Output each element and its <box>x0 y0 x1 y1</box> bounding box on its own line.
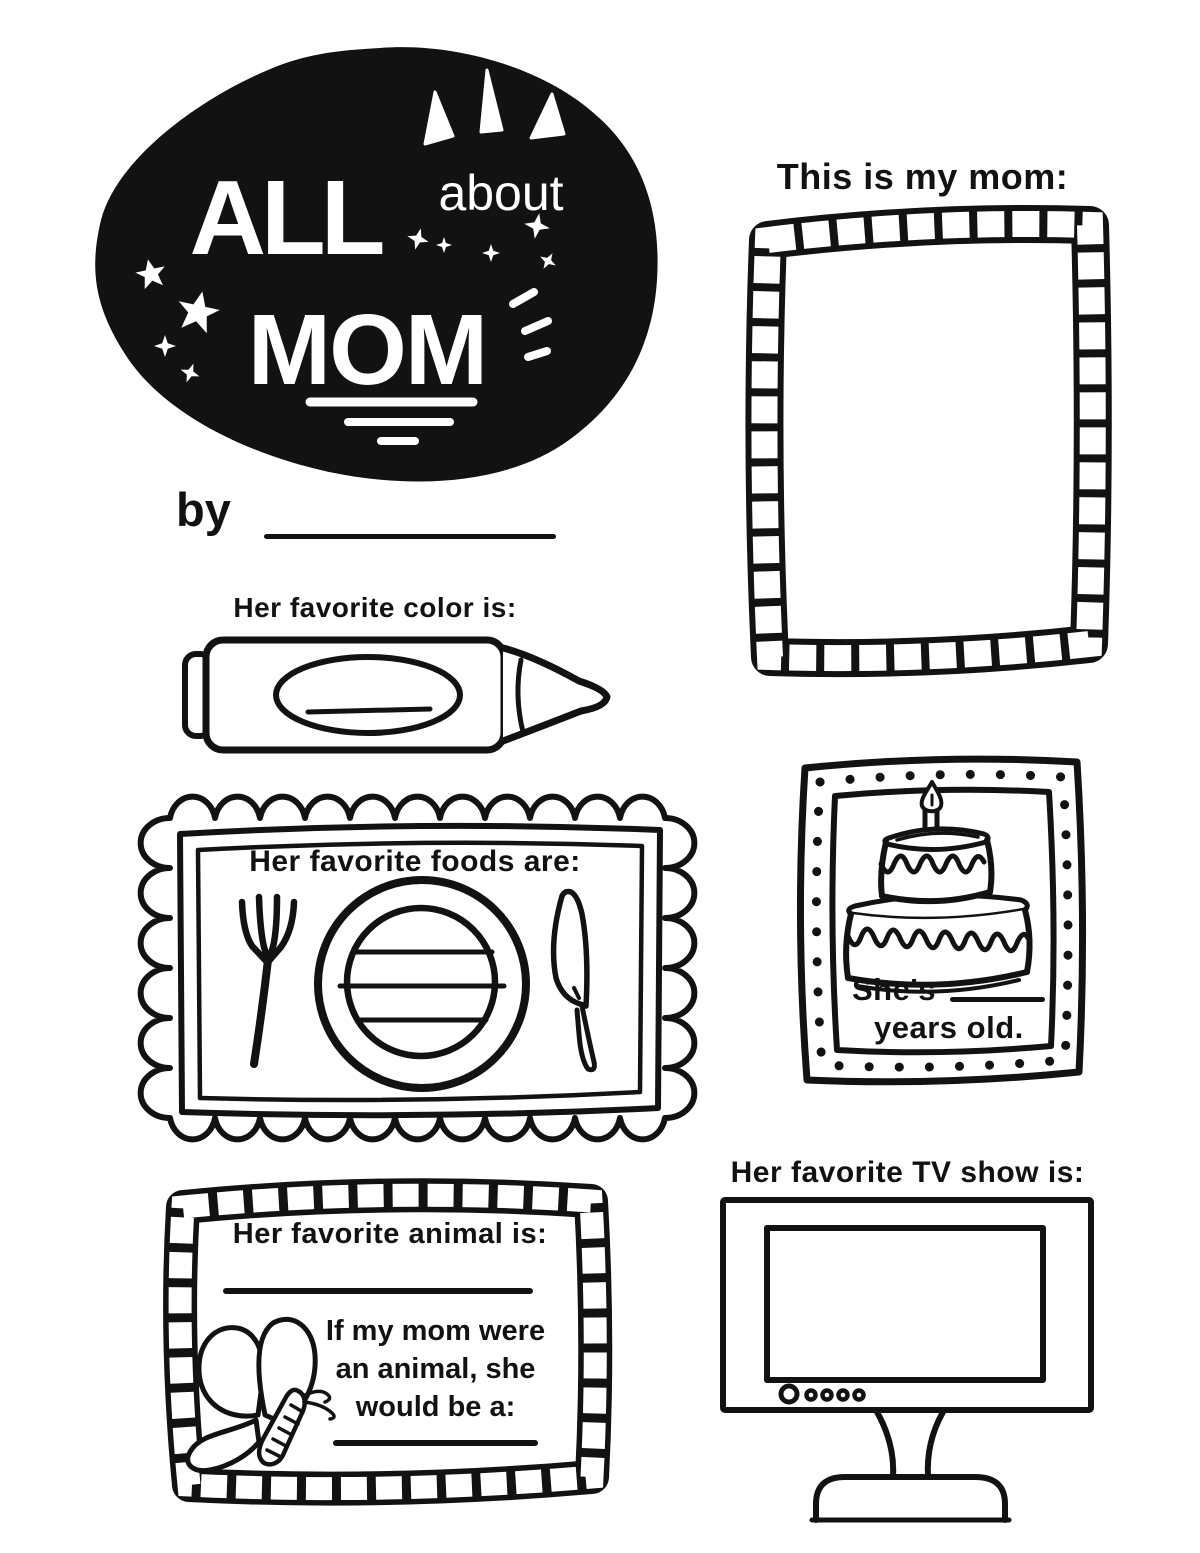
tv-section-title: Her favorite TV show is: <box>730 1156 1085 1189</box>
tv-stand <box>812 1412 1009 1520</box>
name-blank-line[interactable] <box>264 534 556 539</box>
age-before-text: She's <box>852 972 936 1007</box>
foods-section-title: Her favorite foods are: <box>249 845 581 878</box>
animal-section-title: Her favorite animal is: <box>232 1218 548 1250</box>
tv-screen[interactable] <box>767 1228 1043 1380</box>
color-name-line[interactable] <box>308 709 430 712</box>
age-after-text: years old. <box>874 1010 1024 1045</box>
animal-blank-line[interactable] <box>223 1288 533 1294</box>
logo-word-mom: MOM <box>247 294 487 406</box>
tv-monitor <box>715 1192 1105 1537</box>
animal-answer-blank-line[interactable] <box>333 1440 538 1446</box>
animal-prompt-line1: If my mom were <box>325 1315 546 1347</box>
color-section-title: Her favorite color is: <box>233 592 517 623</box>
byline-label: by <box>176 483 231 536</box>
mom-logo-badge <box>85 42 665 484</box>
animal-prompt-line3: would be a: <box>355 1391 516 1423</box>
crayon-label-oval <box>276 657 460 733</box>
animal-prompt-line2: an animal, she <box>335 1353 536 1385</box>
crayon <box>180 628 625 763</box>
photo-section-title: This is my mom: <box>776 156 1069 197</box>
butterfly-icon <box>188 1319 334 1470</box>
logo-word-all: ALL <box>189 159 381 277</box>
placemat <box>130 772 710 1164</box>
animal-prompt <box>318 1312 553 1426</box>
logo-word-about: about <box>438 165 564 221</box>
age-blank-line[interactable] <box>950 997 1045 1002</box>
age-text-block <box>852 972 1062 1046</box>
photo-frame <box>740 198 1115 688</box>
